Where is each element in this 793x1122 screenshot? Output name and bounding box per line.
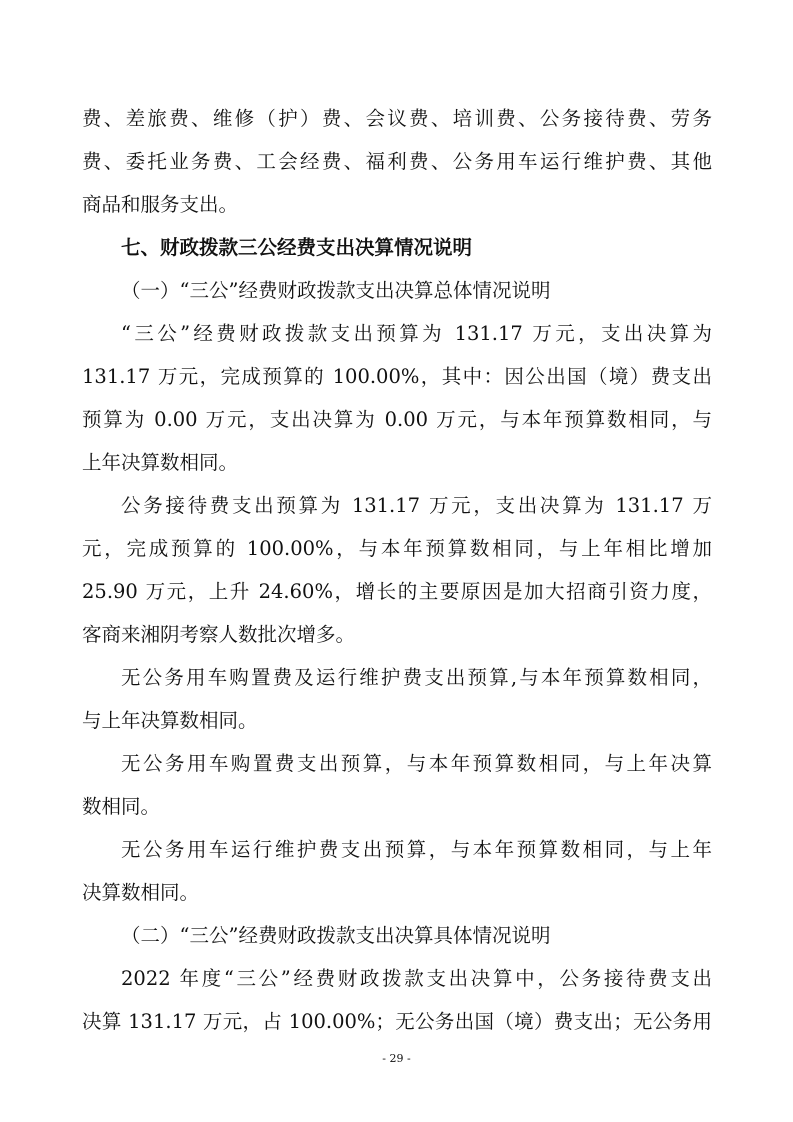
body-text-line: 131.17 万元，完成预算的 100.00%，其中：因公出国（境）费支出: [82, 365, 712, 388]
body-text-line: 无公务用车购置费及运行维护费支出预算,与本年预算数相同，: [121, 666, 712, 689]
body-text-line: 无公务用车运行维护费支出预算，与本年预算数相同，与上年: [121, 838, 712, 861]
subsection-heading: （一）“三公”经费财政拨款支出决算总体情况说明: [121, 279, 551, 302]
body-text-line: 25.90 万元，上升 24.60%，增长的主要原因是加大招商引资力度，: [82, 580, 712, 603]
body-text-line: 决算 131.17 万元，占 100.00%；无公务出国（境）费支出；无公务用: [82, 1010, 712, 1033]
body-text-line: “三公”经费财政拨款支出预算为 131.17 万元，支出决算为: [121, 322, 712, 345]
body-text-line: 上年决算数相同。: [82, 451, 239, 474]
body-text-line: 决算数相同。: [82, 881, 200, 904]
body-text-line: 公务接待费支出预算为 131.17 万元，支出决算为 131.17 万: [121, 494, 712, 517]
body-text-line: 费、委托业务费、工会经费、福利费、公务用车运行维护费、其他: [82, 150, 712, 173]
section-heading: 七、财政拨款三公经费支出决算情况说明: [121, 236, 473, 259]
subsection-heading: （二）“三公”经费财政拨款支出决算具体情况说明: [121, 924, 551, 947]
body-text-line: 元，完成预算的 100.00%，与本年预算数相同，与上年相比增加: [82, 537, 712, 560]
body-text-line: 数相同。: [82, 795, 161, 818]
body-text-line: 费、差旅费、维修（护）费、会议费、培训费、公务接待费、劳务: [82, 107, 712, 130]
body-text-line: 客商来湘阴考察人数批次增多。: [82, 623, 356, 646]
page-number: - 29 -: [382, 1052, 411, 1065]
body-text-line: 商品和服务支出。: [82, 193, 239, 216]
body-text-line: 预算为 0.00 万元，支出决算为 0.00 万元，与本年预算数相同，与: [82, 408, 712, 431]
body-text-line: 无公务用车购置费支出预算，与本年预算数相同，与上年决算: [121, 752, 712, 775]
body-text-line: 与上年决算数相同。: [82, 709, 258, 732]
body-text-line: 2022 年度“三公”经费财政拨款支出决算中，公务接待费支出: [121, 967, 712, 990]
